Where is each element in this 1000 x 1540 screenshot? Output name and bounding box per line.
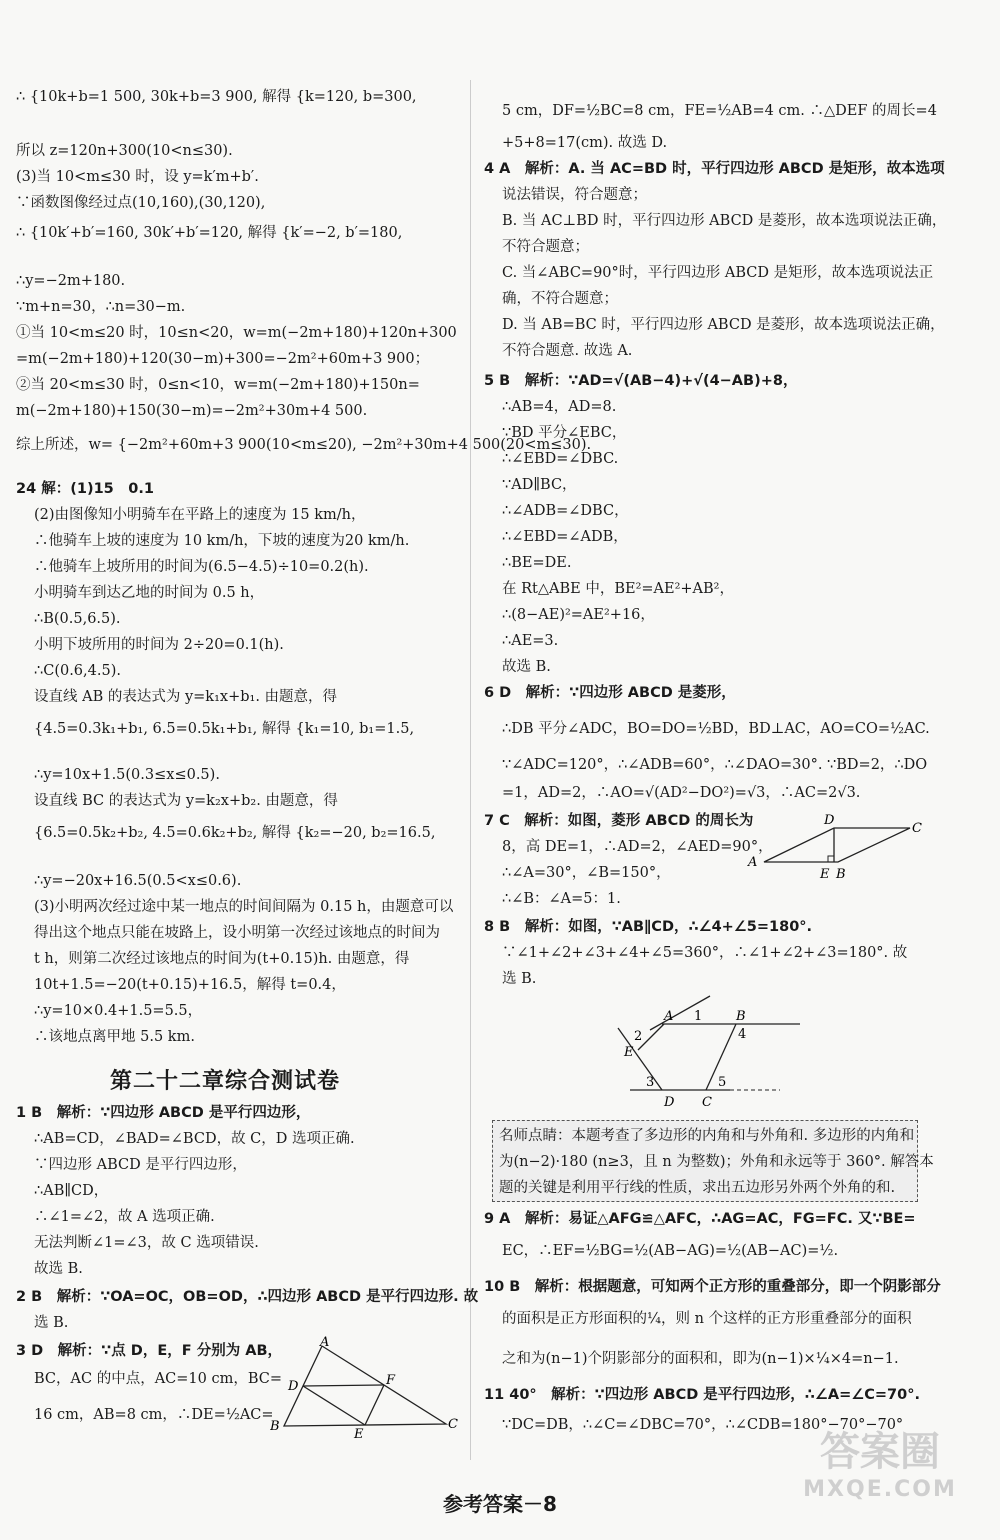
text-line: 小明下坡所用的时间为 2÷20=0.1(h). — [34, 637, 284, 653]
pentagon-figure — [610, 994, 810, 1112]
text-line: 的面积是正方形面积的¼，则 n 个这样的正方形重叠部分的面积 — [502, 1311, 912, 1327]
label-d: D — [288, 1379, 299, 1394]
text-line: 不符合题意； — [502, 239, 589, 255]
text-line: ∴y=10x+1.5(0.3≤x≤0.5). — [34, 767, 220, 783]
text-line: ∴(8−AE)²=AE²+16， — [502, 607, 655, 623]
label-a: A — [748, 855, 758, 870]
text-line: 5 cm，DF=½BC=8 cm，FE=½AB=4 cm. ∴△DEF 的周长=4 — [502, 103, 937, 119]
watermark-url: MXQE.COM — [803, 1477, 957, 1502]
text-line: ∵DC=DB，∴∠C=∠DBC=70°，∴∠CDB=180°−70°−70° — [502, 1417, 904, 1433]
text-line: +5+8=17(cm). 故选 D. — [502, 135, 668, 151]
text-line: ∵∠1+∠2+∠3+∠4+∠5=360°，∴∠1+∠2+∠3=180°. 故 — [502, 945, 908, 961]
text-line: 小明骑车到达乙地的时间为 0.5 h， — [34, 585, 265, 601]
text-line: ∴∠1=∠2，故 A 选项正确. — [34, 1209, 215, 1225]
text-line: 所以 z=120n+300(10<n≤30). — [16, 143, 233, 159]
text-line: ∴ {10k+b=1 500, 30k+b=3 900, 解得 {k=120, b=300, — [16, 89, 417, 105]
text-line: 无法判断∠1=∠3，故 C 选项错误. — [34, 1235, 259, 1251]
text-line: ∴他骑车上坡所用的时间为(6.5−4.5)÷10=0.2(h). — [34, 559, 369, 575]
text-line: 10t+1.5=−20(t+0.15)+16.5，解得 t=0.4， — [34, 977, 346, 993]
watermark-text: 答案圈 — [820, 1429, 940, 1475]
text-line: ∴该地点离甲地 5.5 km. — [34, 1029, 195, 1045]
question-11: 11 40° 解析：∵四边形 ABCD 是平行四边形，∴∠A=∠C=70°. — [484, 1387, 920, 1403]
text-line: EC，∴EF=½BG=½(AB−AG)=½(AB−AC)=½. — [502, 1243, 839, 1259]
tip-box — [492, 1120, 934, 1202]
label-f: F — [386, 1373, 396, 1388]
question-1: 1 B 解析：∵四边形 ABCD 是平行四边形， — [16, 1105, 311, 1121]
label-e: E — [820, 867, 830, 882]
svg-text:C: C — [702, 1095, 712, 1110]
text-line: ∴y=−2m+180. — [16, 273, 126, 289]
text-line: 设直线 BC 的表达式为 y=k₂x+b₂. 由题意，得 — [34, 793, 338, 809]
question-7: 7 C 解析：如图，菱形 ABCD 的周长为 — [484, 813, 754, 829]
tip-line: 为(n−2)·180 (n≥3，且 n 为整数)；外角和永远等于 360°. 解答本 — [499, 1154, 934, 1170]
text-line: 在 Rt△ABE 中，BE²=AE²+AB²， — [502, 581, 734, 597]
text-line: 说法错误，符合题意； — [502, 187, 647, 203]
text-line: 之和为(n−1)个阴影部分的面积和，即为(n−1)×¼×4=n−1. — [502, 1351, 899, 1367]
text-line: ∵函数图像经过点(10,160),(30,120), — [16, 195, 266, 211]
text-line: ①当 10<m≤20 时，10≤n<20，w=m(−2m+180)+120n+300 — [16, 325, 457, 341]
text-line: D. 当 AB=BC 时，平行四边形 ABCD 是菱形，故本选项说法正确， — [502, 317, 945, 333]
text-line: ∴∠EBD=∠DBC. — [502, 451, 619, 467]
text-line: ∵∠ADC=120°，∴∠ADB=60°，∴∠DAO=30°. ∵BD=2，∴DO — [502, 757, 928, 773]
svg-text:E: E — [624, 1045, 634, 1060]
text-line: ∴∠A=30°，∠B=150°， — [502, 865, 671, 881]
svg-text:A: A — [664, 1009, 674, 1024]
question-3: 3 D 解析：∵点 D，E，F 分别为 AB， — [16, 1343, 283, 1359]
svg-text:2: 2 — [634, 1029, 643, 1044]
text-line: m(−2m+180)+150(30−m)=−2m²+30m+4 500. — [16, 403, 368, 419]
text-line: =1，AD=2，∴AO=√(AD²−DO²)=√3，∴AC=2√3. — [502, 785, 861, 801]
question-4: 4 A 解析：A. 当 AC=BD 时，平行四边形 ABCD 是矩形，故本选项 — [484, 161, 945, 177]
text-line: ∴B(0.5,6.5). — [34, 611, 121, 627]
text-line: 综上所述，w= {−2m²+60m+3 900(10<m≤20), −2m²+30m+4 500(20<m≤30). — [16, 437, 592, 453]
svg-text:4: 4 — [738, 1027, 747, 1042]
label-b: B — [270, 1419, 280, 1434]
text-line: ∵m+n=30，∴n=30−m. — [16, 299, 186, 315]
text-line: (3)小明两次经过途中某一地点的时间间隔为 0.15 h，由题意可以 — [34, 899, 454, 915]
text-line: ∴AE=3. — [502, 633, 559, 649]
text-line: t h，则第二次经过该地点的时间为(t+0.15)h. 由题意，得 — [34, 951, 410, 967]
triangle-figure — [270, 1336, 460, 1440]
text-line: ∵四边形 ABCD 是平行四边形， — [34, 1157, 247, 1173]
question-24: 24 解：(1)15 0.1 — [16, 481, 154, 497]
text-line: 设直线 AB 的表达式为 y=k₁x+b₁. 由题意，得 — [34, 689, 338, 705]
page-footer: 参考答案－8 — [443, 1492, 557, 1516]
svg-text:D: D — [664, 1095, 675, 1110]
text-line: ∴AB=4，AD=8. — [502, 399, 617, 415]
rhombus-figure — [744, 812, 928, 884]
label-a: A — [320, 1336, 330, 1350]
svg-text:1: 1 — [694, 1009, 703, 1024]
text-line: ∴∠ADB=∠DBC， — [502, 503, 629, 519]
text-line: ∴BE=DE. — [502, 555, 572, 571]
text-line: ∴DB 平分∠ADC，BO=DO=½BD，BD⊥AC，AO=CO=½AC. — [502, 721, 930, 737]
text-line: ∵BD 平分∠EBC， — [502, 425, 627, 441]
text-line: ∴y=−20x+16.5(0.5<x≤0.6). — [34, 873, 242, 889]
text-line: 故选 B. — [502, 659, 551, 675]
watermark-logo — [780, 1420, 980, 1530]
tip-line: 题的关键是利用平行线的性质，求出五边形另外两个外角的和. — [499, 1180, 896, 1196]
text-line: C. 当∠ABC=90°时，平行四边形 ABCD 是矩形，故本选项说法正 — [502, 265, 934, 281]
question-6: 6 D 解析：∵四边形 ABCD 是菱形， — [484, 685, 736, 701]
text-line: ∴他骑车上坡的速度为 10 km/h，下坡的速度为20 km/h. — [34, 533, 410, 549]
question-9: 9 A 解析：易证△AFG≌△AFC，∴AG=AC，FG=FC. 又∵BE= — [484, 1211, 916, 1227]
text-line: ∴y=10×0.4+1.5=5.5， — [34, 1003, 203, 1019]
text-line: 选 B. — [34, 1315, 69, 1331]
text-line: {6.5=0.5k₂+b₂, 4.5=0.6k₂+b₂, 解得 {k₂=−20, b₂=16.5, — [34, 825, 436, 841]
text-line: 确，不符合题意； — [502, 291, 618, 307]
column-divider — [470, 80, 471, 1460]
svg-text:B: B — [736, 1009, 746, 1024]
text-line: 选 B. — [502, 971, 537, 987]
label-d: D — [824, 813, 835, 828]
text-line: =m(−2m+180)+120(30−m)+300=−2m²+60m+3 900； — [16, 351, 430, 367]
text-line: ∴ {10k′+b′=160, 30k′+b′=120, 解得 {k′=−2, b′=180, — [16, 225, 403, 241]
text-line: ∴AB∥CD， — [34, 1183, 109, 1199]
text-line: BC，AC 的中点，AC=10 cm，BC= — [34, 1371, 283, 1387]
text-line: ∵AD∥BC， — [502, 477, 577, 493]
label-c: C — [448, 1417, 458, 1432]
text-line: 16 cm，AB=8 cm，∴DE=½AC= — [34, 1407, 274, 1423]
label-e: E — [354, 1427, 364, 1440]
svg-text:3: 3 — [646, 1075, 655, 1090]
tip-line: 名师点睛：本题考查了多边形的内角和与外角和. 多边形的内角和 — [499, 1128, 915, 1144]
chapter-heading: 第二十二章综合测试卷 — [110, 1068, 341, 1094]
text-line: (2)由图像知小明骑车在平路上的速度为 15 km/h， — [34, 507, 366, 523]
question-10: 10 B 解析：根据题意，可知两个正方形的重叠部分，即一个阴影部分 — [484, 1279, 941, 1295]
text-line: ∴C(0.6,4.5). — [34, 663, 121, 679]
text-line: 不符合题意. 故选 A. — [502, 343, 633, 359]
question-8: 8 B 解析：如图，∵AB∥CD，∴∠4+∠5=180°. — [484, 919, 813, 935]
text-line: ∴∠B：∠A=5：1. — [502, 891, 621, 907]
text-line: ∴∠EBD=∠ADB， — [502, 529, 628, 545]
svg-text:5: 5 — [718, 1075, 727, 1090]
text-line: 故选 B. — [34, 1261, 83, 1277]
text-line: 得出这个地点只能在坡路上，设小明第一次经过该地点的时间为 — [34, 925, 440, 941]
text-line: ②当 20<m≤30 时，0≤n<10，w=m(−2m+180)+150n= — [16, 377, 420, 393]
text-line: ∴AB=CD，∠BAD=∠BCD，故 C，D 选项正确. — [34, 1131, 355, 1147]
question-5: 5 B 解析：∵AD=√(AB−4)+√(4−AB)+8， — [484, 373, 798, 389]
label-b: B — [836, 867, 846, 882]
question-2: 2 B 解析：∵OA=OC，OB=OD，∴四边形 ABCD 是平行四边形. 故 — [16, 1289, 479, 1305]
text-line: (3)当 10<m≤30 时，设 y=k′m+b′. — [16, 169, 259, 185]
text-line: B. 当 AC⊥BD 时，平行四边形 ABCD 是菱形，故本选项说法正确， — [502, 213, 947, 229]
text-line: 8，高 DE=1，∴AD=2，∠AED=90°， — [502, 839, 773, 855]
text-line: {4.5=0.3k₁+b₁, 6.5=0.5k₁+b₁, 解得 {k₁=10, b₁=1.5, — [34, 721, 415, 737]
label-c: C — [912, 821, 922, 836]
